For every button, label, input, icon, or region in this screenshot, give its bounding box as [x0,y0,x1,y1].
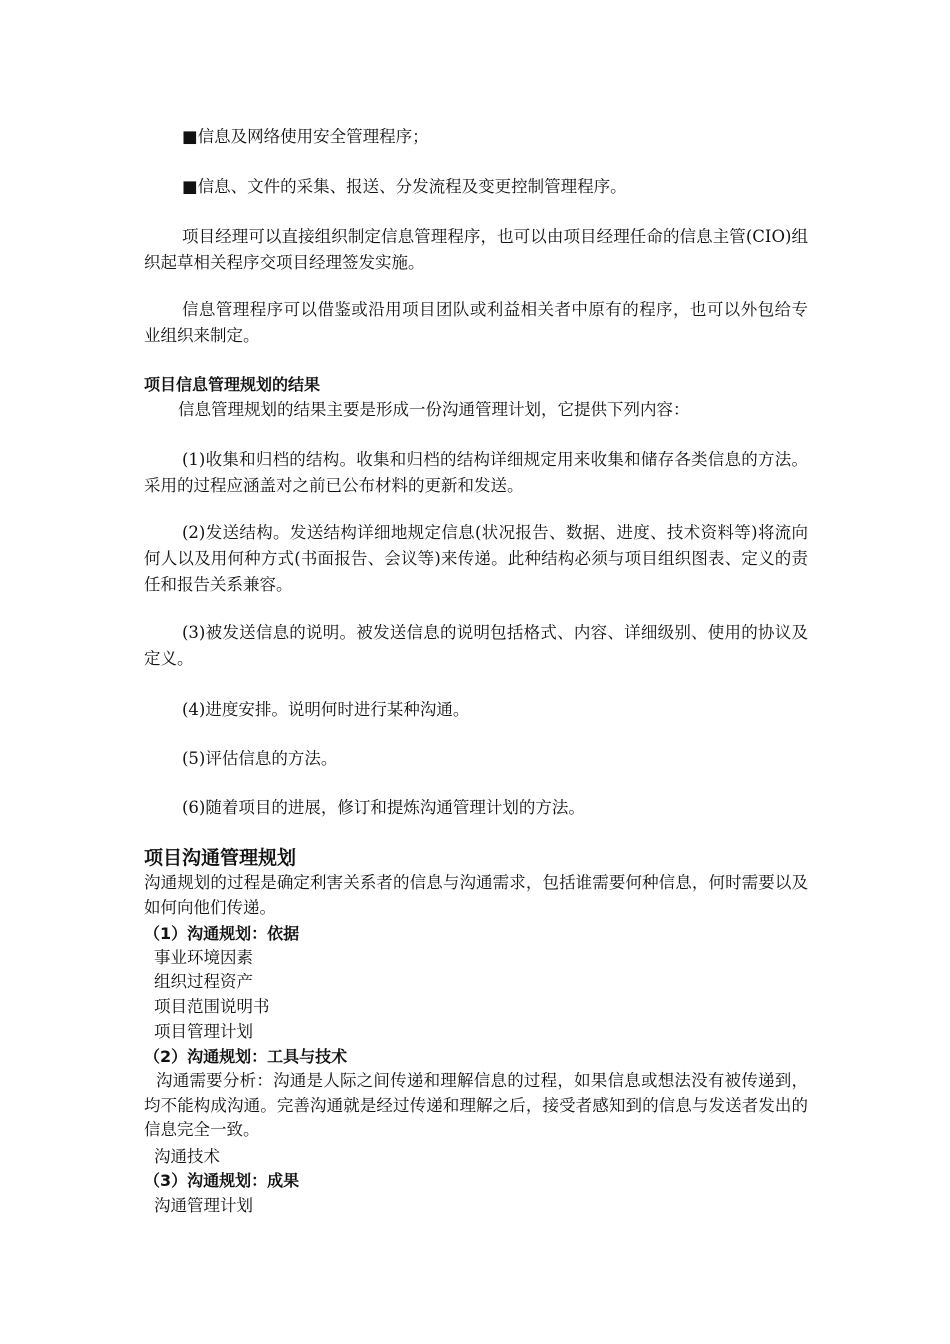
list-item: (6)随着项目的进展，修订和提炼沟通管理计划的方法。 [182,798,585,817]
subsection-heading: （3）沟通规划：成果 [144,1171,300,1190]
list-item: (3)被发送信息的说明。被发送信息的说明包括格式、内容、详细级别、使用的协议及定义。 [144,623,808,668]
bullet-item: ■信息、文件的采集、报送、分发流程及变更控制管理程序。 [182,177,627,196]
paragraph: 项目经理可以直接组织制定信息管理程序，也可以由项目经理任命的信息主管(CIO)组织起草相关程序交项目经理签发实施。 [144,227,808,272]
list-item: (5)评估信息的方法。 [182,749,338,768]
section-heading: 项目信息管理规划的结果 [144,375,321,394]
list-item: 项目范围说明书 [154,997,270,1016]
paragraph: 沟通需要分析：沟通是人际之间传递和理解信息的过程，如果信息或想法没有被传递到，均不能构成沟通。完善沟通就是经过传递和理解之后，接受者感知到的信息与发送者发出的信息完全一致。 [144,1071,808,1139]
subsection-heading: （1）沟通规划：依据 [144,924,300,943]
paragraph: 信息管理程序可以借鉴或沿用项目团队或利益相关者中原有的程序，也可以外包给专业组织来制定。 [144,300,808,345]
list-item: 组织过程资产 [154,972,253,991]
bullet-item: ■信息及网络使用安全管理程序； [182,127,429,146]
list-item: 事业环境因素 [154,948,253,967]
section-intro: 沟通规划的过程是确定利害关系者的信息与沟通需求，包括谁需要何种信息，何时需要以及如何向他们传递。 [144,873,808,917]
section-intro: 信息管理规划的结果主要是形成一份沟通管理计划，它提供下列内容： [178,400,690,419]
list-item: (4)进度安排。说明何时进行某种沟通。 [182,700,470,719]
list-item: (2)发送结构。发送结构详细地规定信息(状况报告、数据、进度、技术资料等)将流向何人以及用何种方式(书面报告、会议等)来传递。此种结构必须与项目组织图表、定义的责任和报告关系兼容。 [144,523,808,594]
list-item: (1)收集和归档的结构。收集和归档的结构详细规定用来收集和储存各类信息的方法。采用的过程应涵盖对之前已公布材料的更新和发送。 [144,450,808,495]
list-item: 项目管理计划 [154,1022,253,1041]
list-item: 沟通技术 [154,1147,220,1166]
list-item: 沟通管理计划 [154,1196,253,1215]
subsection-heading: （2）沟通规划：工具与技术 [144,1047,348,1066]
section-heading: 项目沟通管理规划 [144,847,297,869]
